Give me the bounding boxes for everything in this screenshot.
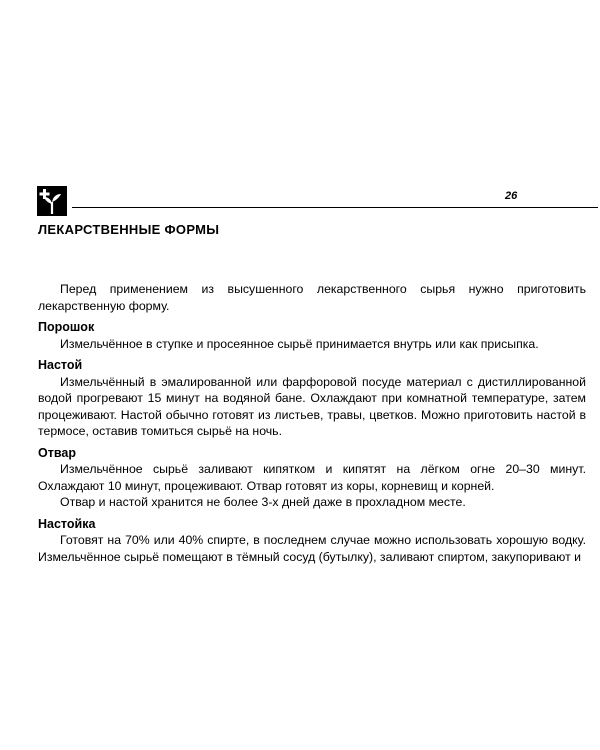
page-number: 26 <box>505 190 518 202</box>
header-rule <box>72 207 598 208</box>
heading-infusion: Настой <box>38 358 83 372</box>
heading-powder: Порошок <box>38 320 95 334</box>
paragraph-decoction-2: Отвар и настой хранится не более 3-х дней даже в прохладном месте. <box>60 495 466 509</box>
heading-tincture: Настойка <box>38 516 96 531</box>
paragraph-powder: Измельчённое в ступке и просеянное сырьё принимается внутрь или как присыпка. <box>60 336 539 351</box>
page-body <box>38 281 586 565</box>
paragraph-tincture: Готовят на 70% или 40% спирте, в последнем случае можно использовать хорошую водку. Измельчённое сырьё помещают в тёмный сосуд (бутылку), заливают спиртом, закупоривают и <box>38 533 586 564</box>
paragraph-decoction-1: Измельчённое сырьё заливают кипятком и кипятят на лёгком огне 20–30 минут. Охлаждают 10 минут, процеживают. Отвар готовят из коры, корневищ и корней. <box>38 462 586 493</box>
heading-decoction: Отвар <box>38 445 76 460</box>
section-title: ЛЕКАРСТВЕННЫЕ ФОРМЫ <box>38 222 220 237</box>
paragraph-infusion: Измельчённый в эмалированной или фарфоровой посуде материал с дистиллированной водой прогревают 15 минут на водяной бане. Охлаждают при комнатной температуре, затем процеживают. Настой обычно готовят из листьев, травы, цветков. Можно приготовить настой в термосе, оставив томиться сырьё на ночь. <box>38 374 586 438</box>
cross-sprout-icon <box>37 186 67 216</box>
intro-paragraph: Перед применением из высушенного лекарственного сырья нужно приготовить лекарственную форму. <box>38 282 586 313</box>
